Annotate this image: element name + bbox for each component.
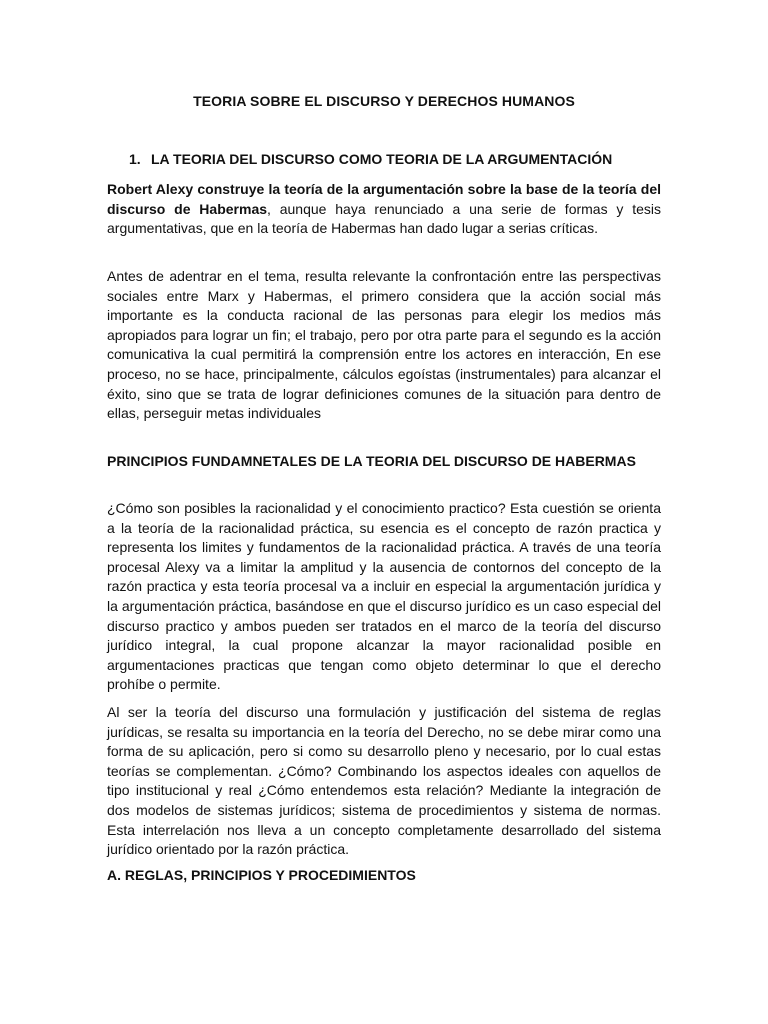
- section-heading: [129, 151, 669, 167]
- section-number: 1.: [129, 151, 141, 167]
- subsection-heading: A. REGLAS, PRINCIPIOS Y PROCEDIMIENTOS: [107, 867, 416, 883]
- paragraph-alexy: [107, 180, 661, 239]
- principles-heading: PRINCIPIOS FUNDAMNETALES DE LA TEORIA DEL DISCURSO DE HABERMAS: [107, 453, 636, 469]
- paragraph-legal-system: Al ser la teoría del discurso una formulación y justificación del sistema de reglas jurídicas, se resalta su importancia en la teoría del Derecho, no se debe mirar como una forma de su aplicación, pero si como su desarrollo pleno y necesario, por lo cual estas teorías se complementan. ¿Cómo? Combinando los aspectos ideales con aquellos de tipo institucional y real ¿Cómo entendemos esta relación? Mediante la integración de dos modelos de sistemas jurídicos; sistema de procedimientos y sistema de normas. Esta interrelación nos lleva a un concepto completamente desarrollado del sistema jurídico orientado por la razón práctica.: [107, 704, 661, 858]
- document-title: TEORIA SOBRE EL DISCURSO Y DERECHOS HUMANOS: [193, 93, 575, 109]
- paragraph-practical-reason: ¿Cómo son posibles la racionalidad y el conocimiento practico? Esta cuestión se orienta a la teoría de la racionalidad práctica, su esencia es el concepto de razón practica y representa los limites y fundamentos de la racionalidad práctica. A través de una teoría procesal Alexy va a limitar la amplitud y la ausencia de contornos del concepto de la razón practica y esta teoría procesal va a incluir en especial la argumentación jurídica y la argumentación práctica, basándose en que el discurso jurídico es un caso especial del discurso practico y ambos pueden ser tratados en el marco de la teoría del discurso jurídico integral, la cual propone alcanzar la mayor racionalidad posible en argumentaciones practicas que tengan como objeto determinar lo que el derecho prohíbe o permite.: [107, 500, 661, 693]
- paragraph-marx-habermas: Antes de adentrar en el tema, resulta relevante la confrontación entre las perspectivas sociales entre Marx y Habermas, el primero considera que la acción social más importante es la conducta racional de las personas para elegir los medios más apropiados para lograr un fin; el trabajo, pero por otra parte para el segundo es la acción comunicativa la cual permitirá la comprensión entre los actores en interacción, En ese proceso, no se hace, principalmente, cálculos egoístas (instrumentales) para alcanzar el éxito, sino que se trata de lograr definiciones comunes de la situación para dentro de ellas, perseguir metas individuales: [107, 268, 661, 422]
- paragraph-alexy-bold: Robert Alexy construye la teoría de la argumentación sobre la base de la teoría del discurso de Habermas: [107, 181, 661, 217]
- section-heading-text: LA TEORIA DEL DISCURSO COMO TEORIA DE LA ARGUMENTACIÓN: [151, 151, 613, 167]
- paragraph-alexy-rest: , aunque haya renunciado a una serie de formas y tesis argumentativas, que en la teoría de Habermas han dado lugar a serias críticas.: [107, 200, 661, 237]
